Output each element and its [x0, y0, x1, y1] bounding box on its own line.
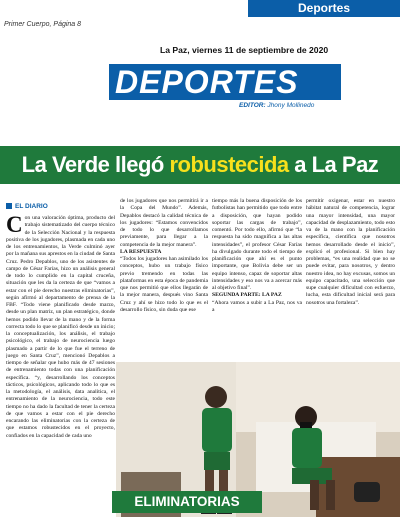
- headline-highlight: robustecida: [169, 152, 289, 177]
- masthead: [69, 54, 341, 116]
- byline: [6, 203, 48, 210]
- dateline: La Paz, viernes 11 de septiembre de 2020: [160, 45, 329, 55]
- article-column-3: [212, 198, 302, 363]
- headline-part2: a La Paz: [288, 152, 379, 177]
- article-column-4: [306, 198, 395, 328]
- article-column-1: [6, 215, 115, 515]
- article-column-2: [120, 198, 208, 376]
- editor-credit: [239, 102, 314, 109]
- page-reference: Primer Cuerpo, Página 8: [4, 21, 82, 28]
- column-3-text: tiempo más la buena disposición de los futbolistas han permitido que todo entre a disposición, que hayan podido soportar las cargas de trabajo”, comentó. Por todo ello, afirmó que “la respuesta ha sido magnífica a las altas intensidades”, el profesor César Farías ha divulgado durante todo el tiempo de planificación que ahí es el punto importante, que Bolivia debe ser un equipo intenso, capaz de soportar altas intensidades y eso nos va a acercar más al objetivo final”.: [212, 198, 302, 291]
- column-3-subhead: SEGUNDA PARTE: LA PAZ: [212, 292, 282, 299]
- masthead-title: DEPORTES: [109, 64, 341, 100]
- byline-square-icon: [6, 203, 12, 209]
- section-title: Deportes: [248, 0, 400, 17]
- editor-label: EDITOR:: [239, 102, 266, 109]
- editor-name: Jhony Mollinedo: [267, 102, 315, 109]
- column-2-subhead: LA RESPUESTA: [120, 248, 162, 255]
- column-2-text-2: “Todos los jugadores han asimilado los conceptos, hubo un trabajo físico previo tremendo en todas las plataformas en esta época de pandemia que nos permitió que ellos llegarán de la mejor manera, después vino Santa Cruz y ahí se hizo todo lo que es el desarrollo físico, sin duda que ese: [120, 256, 208, 313]
- headline-part1: La Verde llegó: [21, 152, 170, 177]
- column-4-text: permitir oxigenar, estar en nuestro hábitat natural de competencia, lograr una mayor intensidad, una mayor capacidad de desplazamiento, todo esto va de la mano con la planificación específica, cientifica que nosotros hemos desarrollado desde el inicio”, explicó el profesional. Si bien hay problemas, “es una realidad que no se puede evitar, para nosotros, y dentro nuestro idea, no hay excusas, somos un equipo capacitado, una selección que supe cualquier dificultad con esfuerzo, lucha, esta dificultad inicial será para nosotros una fortaleza”.: [306, 198, 395, 306]
- headline: [0, 146, 400, 184]
- column-3-text-2: “Ahora vamos a subir a La Paz, nos va a: [212, 299, 302, 313]
- column-1-text: on una valoración óptima, producto del trabajo sistematizado del cuerpo técnico de la Selección Nacional y la respuesta positiva de los jugadores, plasmada en cada uno de los entrenamientos, la Verde culminó ayer por la mañana sus aprestos en la ciudad de Santa Cruz. Pedro Depablos, uno de los asistentes de campo de César Farías, hizo un análisis general de todo lo cumplido en la capital cruceña, situación que les da la certeza de que “vamos a estar con el pie derecho nuestras eliminatorias”, según afirmó al departamento de prensa de la FBF. “Todo viene planificado desde marzo, desde un plan matriz, un plan estratégico, donde hemos podido llevar de la mano y de la forma correcta todo lo que se planificó desde un inicio; la conceptualización, los análisis, el trabajo psicológico, el trabajo de neurociencia luego plasmado a partir de lo que fue el terreno de juego en Santa Cruz”, mencionó Depablos a tiempo de señalar que hubo más de 47 sesiones de entrenamiento todas con una planificación específica. “y, desarrollando los conceptos tácticos, psicológicos, aplicando todo lo que es la metodología, el análisis, data analítica, el entrenamiento de la neurociencia, todo este tiempo no ha dado la facultad de tener la certeza de que vamos a estar con el pie derecho encarando las eliminatorias con la certeza de que estamos robustecidos en el proyecto, confiados en la capacidad de cada uno: [6, 215, 115, 439]
- byline-text: EL DIARIO: [15, 203, 48, 210]
- drop-cap: C: [6, 215, 23, 237]
- photo-caption-label: ELIMINATORIAS: [112, 491, 262, 513]
- column-2-text: de los jugadores que nos permitirá ir a la Copa del Mundo”. Además, Depablos destacó la calidad técnica de los jugadores: “Estamos convencidos de todo lo que desarrollamos previamente, para llegar a la competencia de la mejor manera”.: [120, 198, 208, 248]
